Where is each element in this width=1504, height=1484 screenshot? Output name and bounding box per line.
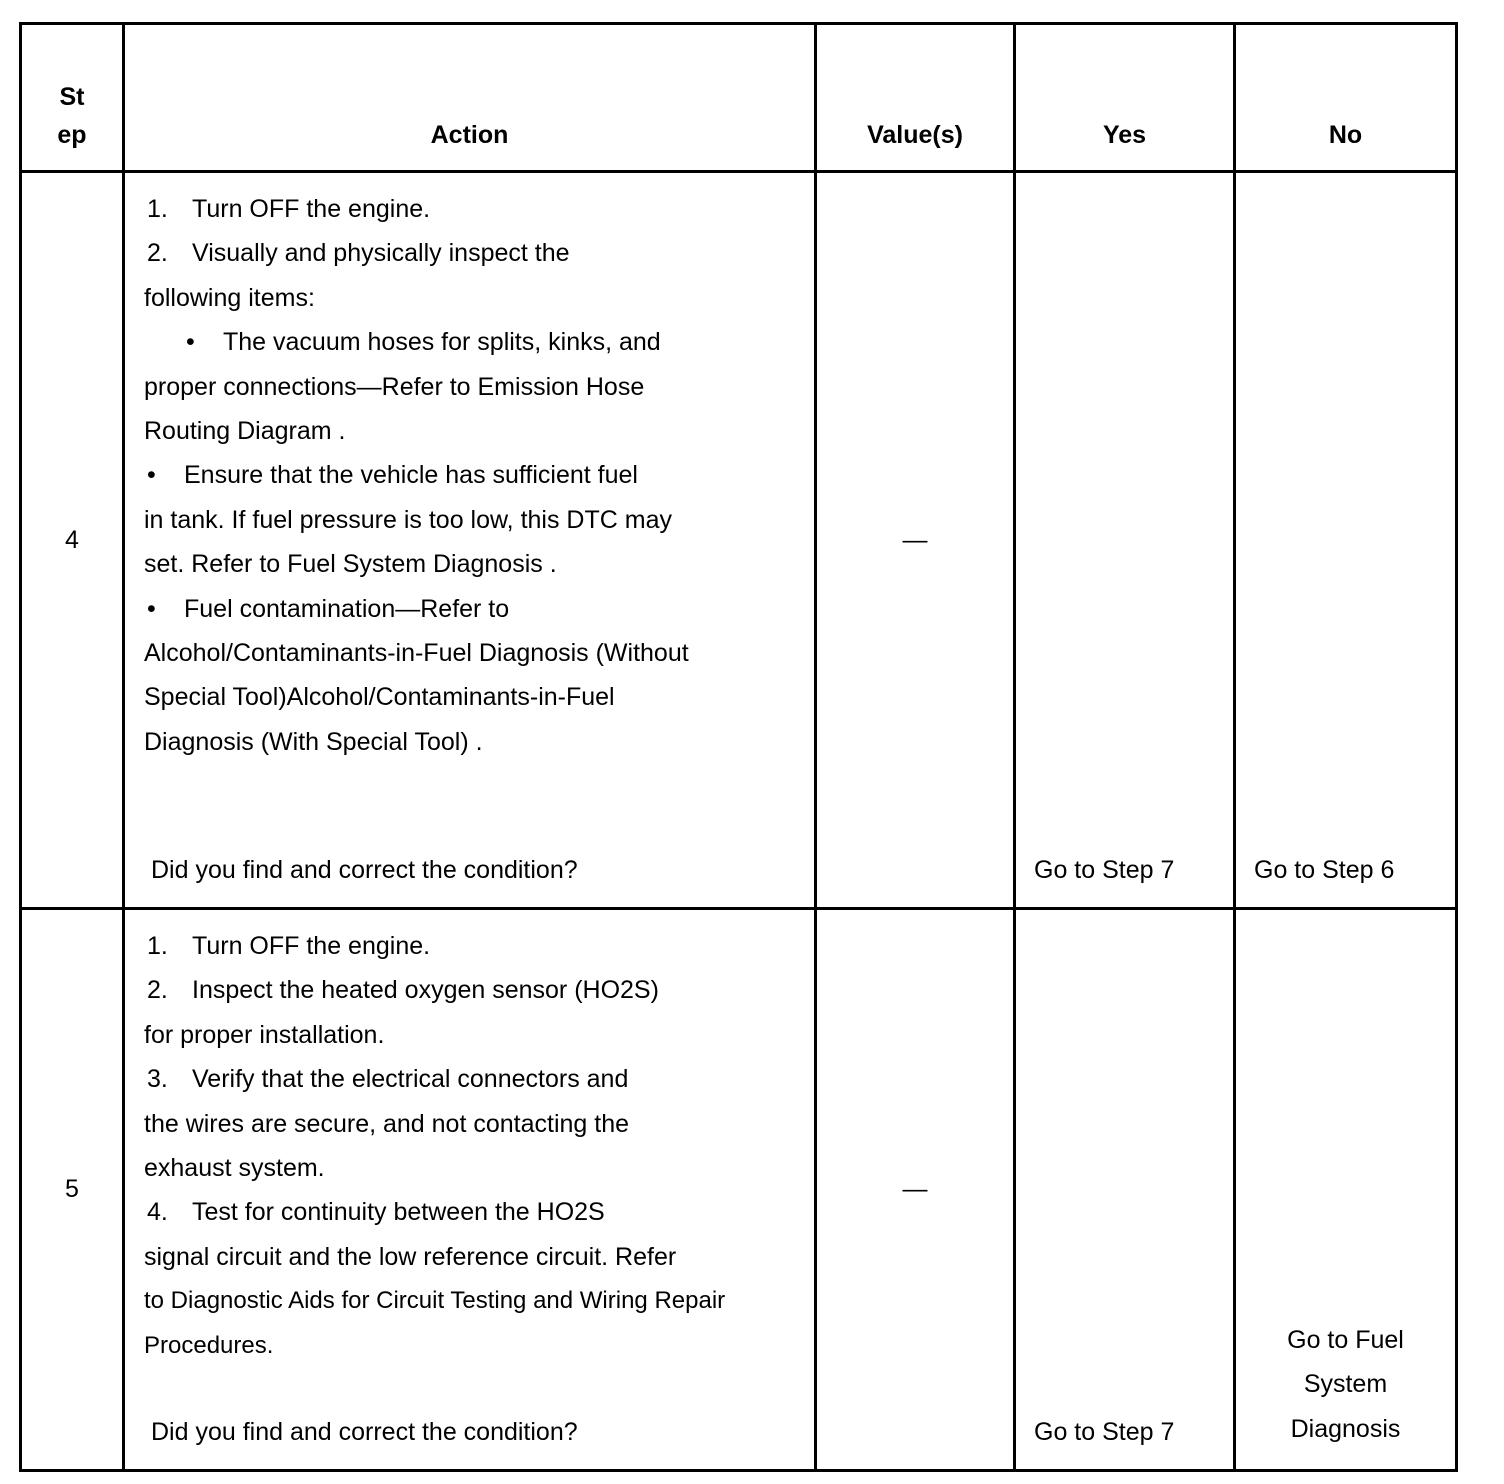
no-cell — [1235, 909, 1457, 1471]
yes-cell — [1015, 909, 1235, 1471]
action-line-text: following items: — [144, 283, 315, 312]
action-line-text: to Diagnostic Aids for Circuit Testing and Wiring Repair — [144, 1287, 726, 1315]
header-yes: Yes — [1015, 24, 1235, 172]
action-line — [144, 276, 806, 320]
bullet-icon: • — [147, 594, 156, 623]
bullet-icon: • — [147, 461, 156, 490]
header-row — [21, 24, 1457, 172]
action-line — [144, 587, 806, 631]
action-line-text: Inspect the heated oxygen sensor (HO2S) — [192, 976, 659, 1005]
no-result: Go to Step 6 — [1254, 856, 1395, 884]
action-line-text: set. Refer to Fuel System Diagnosis . — [144, 550, 557, 579]
value-cell: — — [816, 172, 1015, 909]
header-step — [21, 24, 124, 172]
no-result-line: Go to Fuel — [1287, 1325, 1404, 1354]
list-number: 2. — [147, 239, 168, 268]
action-question: Did you find and correct the condition? — [151, 1418, 578, 1446]
yes-result: Go to Step 7 — [1034, 856, 1175, 884]
list-number: 2. — [147, 976, 168, 1005]
action-text — [144, 924, 806, 1368]
action-line-text: Turn OFF the engine. — [192, 195, 431, 223]
step-number: 4 — [21, 172, 124, 909]
action-line — [144, 542, 806, 586]
action-line — [144, 1235, 806, 1279]
diagnostic-table — [19, 22, 1458, 1472]
action-line-text: Visually and physically inspect the — [192, 239, 570, 268]
action-line — [144, 1013, 806, 1057]
action-line-text: proper connections—Refer to Emission Hose — [144, 372, 645, 401]
action-line-text: The vacuum hoses for splits, kinks, and — [223, 328, 661, 357]
no-result-line: System — [1303, 1370, 1388, 1399]
action-line — [144, 231, 806, 275]
value-cell: — — [816, 909, 1015, 1471]
action-line-text: Procedures. — [144, 1331, 274, 1359]
action-question: Did you find and correct the condition? — [151, 856, 578, 884]
list-number: 1. — [147, 195, 168, 223]
header-action: Action — [124, 24, 816, 172]
action-cell — [124, 909, 816, 1471]
action-line-text: Turn OFF the engine. — [192, 932, 431, 960]
action-line — [144, 1279, 806, 1323]
action-line — [144, 320, 806, 364]
action-line — [144, 498, 806, 542]
action-line-text: Ensure that the vehicle has sufficient fuel — [184, 461, 638, 490]
action-line-text: Fuel contamination—Refer to — [184, 594, 510, 623]
table-row-step-5 — [21, 909, 1457, 1471]
header-no: No — [1235, 24, 1457, 172]
step-number: 5 — [21, 909, 124, 1471]
action-line — [144, 631, 806, 675]
action-line-text: Test for continuity between the HO2S — [192, 1198, 605, 1227]
diagnostic-table-frame — [19, 22, 1455, 1469]
action-line-text: Diagnosis (With Special Tool) . — [144, 727, 483, 756]
list-number: 3. — [147, 1065, 168, 1094]
action-line-text: in tank. If fuel pressure is too low, this DTC may — [144, 505, 672, 534]
action-line-text: exhaust system. — [144, 1153, 325, 1182]
no-result — [1236, 1318, 1455, 1451]
action-line — [144, 409, 806, 453]
action-line — [144, 675, 806, 719]
header-values: Value(s) — [816, 24, 1015, 172]
bullet-icon: • — [186, 328, 195, 357]
yes-cell — [1015, 172, 1235, 909]
action-line — [144, 1057, 806, 1101]
action-line — [144, 187, 806, 231]
list-number: 4. — [147, 1198, 168, 1227]
table-row-step-4 — [21, 172, 1457, 909]
action-line — [144, 720, 806, 764]
no-cell — [1235, 172, 1457, 909]
action-line-text: Alcohol/Contaminants-in-Fuel Diagnosis (Without — [144, 638, 689, 667]
list-number: 1. — [147, 932, 168, 960]
action-line — [144, 1102, 806, 1146]
action-line-text: for proper installation. — [144, 1020, 385, 1049]
action-line — [144, 924, 806, 968]
action-cell — [124, 172, 816, 909]
action-line — [144, 453, 806, 497]
action-line-text: the wires are secure, and not contacting the — [144, 1109, 630, 1138]
yes-result: Go to Step 7 — [1034, 1418, 1175, 1446]
header-step-line2: ep — [57, 121, 87, 149]
action-line — [144, 365, 806, 409]
action-line — [144, 1146, 806, 1190]
action-text — [144, 187, 806, 764]
action-line-text: Verify that the electrical connectors and — [192, 1065, 629, 1094]
no-result-line: Diagnosis — [1290, 1414, 1401, 1443]
header-step-line1: St — [59, 83, 85, 111]
action-line — [144, 1190, 806, 1234]
action-line-text: Routing Diagram . — [144, 416, 346, 445]
action-line — [144, 1324, 806, 1368]
action-line-text: Special Tool)Alcohol/Contaminants-in-Fuel — [144, 683, 615, 712]
action-line — [144, 968, 806, 1012]
action-line-text: signal circuit and the low reference circuit. Refer — [144, 1242, 677, 1271]
